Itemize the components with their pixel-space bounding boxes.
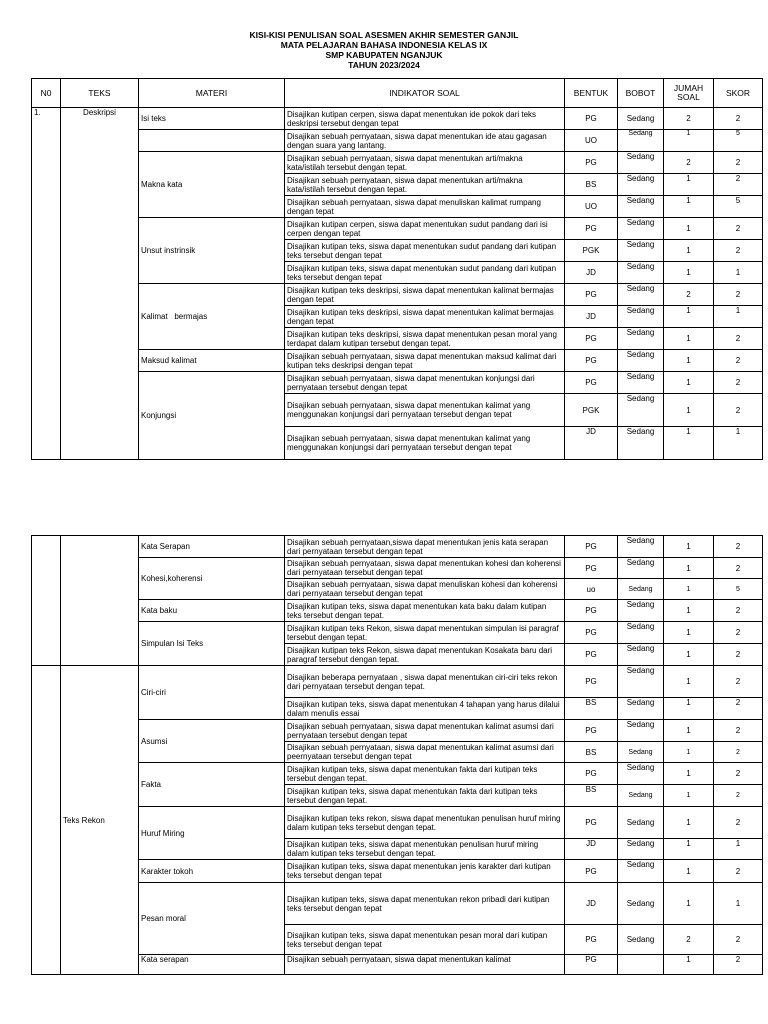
- jumlah-cell: 1: [664, 196, 714, 218]
- materi-cell: Ciri-ciri: [139, 666, 285, 720]
- skor-cell: 2: [714, 925, 763, 955]
- jumlah-cell: 1: [664, 600, 714, 622]
- table-row: [32, 600, 763, 622]
- bentuk-cell: PG: [565, 666, 618, 698]
- title-line-4: TAHUN 2023/2024: [348, 60, 420, 70]
- materi-cell: Isi teks: [139, 108, 285, 130]
- skor-cell: 5: [714, 130, 763, 152]
- skor-cell: 2: [714, 720, 763, 742]
- skor-cell: 1: [714, 427, 763, 460]
- document-title: [0, 30, 768, 70]
- skor-cell: 2: [714, 955, 763, 975]
- header-skor: SKOR: [714, 79, 763, 108]
- bobot-cell: Sedang: [618, 763, 664, 785]
- jumlah-cell: 1: [664, 860, 714, 883]
- jumlah-cell: 1: [664, 372, 714, 394]
- bentuk-cell: PG: [565, 152, 618, 174]
- jumlah-cell: 1: [664, 883, 714, 925]
- materi-cell: Pesan moral: [139, 883, 285, 955]
- table-row: [32, 536, 763, 558]
- table-row: [32, 130, 763, 152]
- bobot-cell: Sedang: [618, 622, 664, 644]
- bentuk-cell: PG: [565, 644, 618, 666]
- bentuk-cell: PGK: [565, 394, 618, 427]
- jumlah-cell: 1: [664, 666, 714, 698]
- jumlah-cell: 1: [664, 394, 714, 427]
- skor-cell: 2: [714, 394, 763, 427]
- bentuk-cell: JD: [565, 262, 618, 284]
- table-row: [32, 108, 763, 130]
- skor-cell: 2: [714, 698, 763, 720]
- bentuk-cell: PG: [565, 925, 618, 955]
- indikator-cell: Disajikan kutipan teks deskripsi, siswa dapat menentukan kalimat bermajas dengan tepat: [285, 306, 565, 328]
- indikator-cell: Disajikan sebuah pernyataan, siswa dapat menentukan arti/makna kata/istilah tersebut dengan tepat.: [285, 152, 565, 174]
- indikator-cell: Disajikan kutipan teks, siswa dapat menentukan sudut pandang dari kutipan teks tersebut dengan tepat: [285, 240, 565, 262]
- bentuk-cell: uo: [565, 579, 618, 600]
- jumlah-cell: 1: [664, 698, 714, 720]
- indikator-cell: Disajikan sebuah pernyataan, siswa dapat menentukan arti/makna kata/istilah tersebut dengan tepat.: [285, 174, 565, 196]
- title-line-3: SMP KABUPATEN NGANJUK: [325, 50, 443, 60]
- indikator-cell: Disajikan kutipan teks, siswa dapat menentukan pesan moral dari kutipan teks tersebut dengan tepat: [285, 925, 565, 955]
- skor-cell: 2: [714, 328, 763, 350]
- title-line-2: MATA PELAJARAN BAHASA INDONESIA KELAS IX: [280, 40, 488, 50]
- table-row: [32, 720, 763, 742]
- bobot-cell: Sedang: [618, 108, 664, 130]
- bentuk-cell: PG: [565, 600, 618, 622]
- teks-cell-empty: [61, 536, 139, 666]
- jumlah-cell: 1: [664, 622, 714, 644]
- header-no: N0: [32, 79, 61, 108]
- jumlah-cell: 1: [664, 130, 714, 152]
- skor-cell: 2: [714, 763, 763, 785]
- bobot-cell: Sedang: [618, 883, 664, 925]
- jumlah-cell: 2: [664, 152, 714, 174]
- bobot-cell: Sedang: [618, 785, 664, 807]
- indikator-cell: Disajikan sebuah pernyataan,siswa dapat menentukan jenis kata serapan dari pernyataan tersebut dengan tepat: [285, 536, 565, 558]
- indikator-cell: Disajikan kutipan teks, siswa dapat menentukan fakta dari kutipan teks tersebut dengan tepat.: [285, 763, 565, 785]
- bobot-cell: Sedang: [618, 666, 664, 698]
- jumlah-cell: 1: [664, 536, 714, 558]
- header-teks: TEKS: [61, 79, 139, 108]
- bobot-cell: Sedang: [618, 218, 664, 240]
- materi-cell: Makna kata: [139, 152, 285, 218]
- skor-cell: 1: [714, 883, 763, 925]
- bentuk-cell: PG: [565, 720, 618, 742]
- indikator-cell: Disajikan kutipan teks Rekon, siswa dapat menentukan simpulan isi paragraf tersebut dengan tepat.: [285, 622, 565, 644]
- indikator-cell: Disajikan kutipan teks rekon, siswa dapat menentukan penulisan huruf miring dalam kutipan teks tersebut dengan tepat.: [285, 807, 565, 839]
- bobot-cell: Sedang: [618, 262, 664, 284]
- bobot-cell: Sedang: [618, 240, 664, 262]
- table-row: [32, 622, 763, 644]
- bobot-cell: Sedang: [618, 196, 664, 218]
- bobot-cell: [618, 955, 664, 975]
- jumlah-cell: 1: [664, 306, 714, 328]
- bobot-cell: Sedang: [618, 372, 664, 394]
- table-row: [32, 152, 763, 174]
- skor-cell: 2: [714, 108, 763, 130]
- materi-cell: Karakter tokoh: [139, 860, 285, 883]
- bentuk-cell: BS: [565, 174, 618, 196]
- title-line-1: KISI-KISI PENULISAN SOAL ASESMEN AKHIR SEMESTER GANJIL: [249, 30, 519, 40]
- table-row: [32, 218, 763, 240]
- bentuk-cell: PGK: [565, 240, 618, 262]
- table-row: [32, 763, 763, 785]
- materi-cell: Unsut instrinsik: [139, 218, 285, 284]
- jumlah-cell: 1: [664, 763, 714, 785]
- bobot-cell: Sedang: [618, 174, 664, 196]
- skor-cell: 2: [714, 742, 763, 763]
- skor-cell: 2: [714, 644, 763, 666]
- jumlah-cell: 1: [664, 328, 714, 350]
- indikator-cell: Disajikan kutipan teks deskripsi, siswa dapat menentukan pesan moral yang terdapat dalam kutipan tersebut dengan tepat.: [285, 328, 565, 350]
- materi-cell: Kata baku: [139, 600, 285, 622]
- materi-cell: Huruf Miring: [139, 807, 285, 860]
- skor-cell: 1: [714, 306, 763, 328]
- bentuk-cell: UO: [565, 130, 618, 152]
- skor-cell: 2: [714, 666, 763, 698]
- bobot-cell: Sedang: [618, 925, 664, 955]
- bentuk-cell: PG: [565, 558, 618, 579]
- jumlah-cell: 1: [664, 240, 714, 262]
- indikator-cell: Disajikan sebuah pernyataan, siswa dapat menentukan ide atau gagasan dengan suara yang lantang.: [285, 130, 565, 152]
- jumlah-cell: 1: [664, 644, 714, 666]
- bentuk-cell: JD: [565, 427, 618, 460]
- indikator-cell: Disajikan kutipan teks, siswa dapat menentukan 4 tahapan yang harus dilalui dalam menulis essai: [285, 698, 565, 720]
- skor-cell: 1: [714, 839, 763, 860]
- bentuk-cell: UO: [565, 196, 618, 218]
- header-bentuk: BENTUK: [565, 79, 618, 108]
- indikator-cell: Disajikan kutipan teks, siswa dapat menentukan fakta dari kutipan teks tersebut dengan tepat.: [285, 785, 565, 807]
- skor-cell: 2: [714, 284, 763, 306]
- skor-cell: 5: [714, 196, 763, 218]
- materi-cell: Fakta: [139, 763, 285, 807]
- indikator-cell: Disajikan kutipan teks, siswa dapat menentukan rekon pribadi dari kutipan teks tersebut dengan tepat: [285, 883, 565, 925]
- header-indikator: INDIKATOR SOAL: [285, 79, 565, 108]
- materi-cell: Kata serapan: [139, 955, 285, 975]
- bobot-cell: Sedang: [618, 394, 664, 427]
- indikator-cell: Disajikan kutipan teks, siswa dapat menentukan sudut pandang dari kutipan teks tersebut dengan tepat: [285, 262, 565, 284]
- header-jumlah-soal: JUMAH SOAL: [664, 79, 714, 108]
- indikator-cell: Disajikan sebuah pernyataan, siswa dapat menentukan kalimat asumsi dari pernyataan tersebut dengan tepat: [285, 720, 565, 742]
- table-row: [32, 284, 763, 306]
- no-cell-empty: [32, 536, 61, 666]
- bentuk-cell: PG: [565, 536, 618, 558]
- skor-cell: 2: [714, 785, 763, 807]
- skor-cell: 2: [714, 350, 763, 372]
- bentuk-cell: PG: [565, 108, 618, 130]
- bobot-cell: Sedang: [618, 284, 664, 306]
- indikator-cell: Disajikan kutipan teks Rekon, siswa dapat menentukan Kosakata baru dari paragraf tersebut dengan tepat.: [285, 644, 565, 666]
- indikator-cell: Disajikan sebuah pernyataan, siswa dapat menentukan konjungsi dari pernyataan tersebut dengan tepat: [285, 372, 565, 394]
- kisi-kisi-table-page-2: [31, 535, 763, 975]
- bobot-cell: Sedang: [618, 427, 664, 460]
- indikator-cell: Disajikan kutipan teks, siswa dapat menentukan penulisan huruf miring dalam kutipan teks tersebut dengan tepat.: [285, 839, 565, 860]
- bentuk-cell: PG: [565, 328, 618, 350]
- skor-cell: 5: [714, 579, 763, 600]
- bentuk-cell: BS: [565, 785, 618, 807]
- jumlah-cell: 1: [664, 742, 714, 763]
- materi-cell: [139, 130, 285, 152]
- bentuk-cell: JD: [565, 883, 618, 925]
- indikator-cell: Disajikan sebuah pernyataan, siswa dapat menentukan kalimat yang menggunakan konjungsi dari pernyataan tersebut dengan tepat: [285, 427, 565, 460]
- bentuk-cell: PG: [565, 284, 618, 306]
- bobot-cell: Sedang: [618, 152, 664, 174]
- table-row: [32, 807, 763, 839]
- indikator-cell: Disajikan sebuah pernyataan, siswa dapat menentukan kohesi dan koherensi dari pernyataan tersebut dengan tepat: [285, 558, 565, 579]
- skor-cell: 2: [714, 622, 763, 644]
- bobot-cell: Sedang: [618, 644, 664, 666]
- bentuk-cell: BS: [565, 742, 618, 763]
- indikator-cell: Disajikan sebuah pernyataan, siswa dapat menentukan maksud kalimat dari kutipan teks deskripsi dengan tepat: [285, 350, 565, 372]
- indikator-cell: Disajikan sebuah pernyataan, siswa dapat menentukan kalimat yang menggunakan konjungsi dari pernyataan tersebut dengan tepat: [285, 394, 565, 427]
- jumlah-cell: 1: [664, 262, 714, 284]
- indikator-cell: Disajikan kutipan cerpen, siswa dapat menentukan sudut pandang dari isi cerpen dengan tepat: [285, 218, 565, 240]
- bobot-cell: Sedang: [618, 536, 664, 558]
- header-row: [32, 79, 763, 108]
- no-cell-empty: [32, 666, 61, 975]
- jumlah-cell: 1: [664, 955, 714, 975]
- kisi-kisi-table-page-1: [31, 78, 763, 460]
- jumlah-cell: 1: [664, 350, 714, 372]
- skor-cell: 2: [714, 240, 763, 262]
- materi-cell: Maksud kalimat: [139, 350, 285, 372]
- table-row: [32, 883, 763, 925]
- jumlah-cell: 1: [664, 579, 714, 600]
- materi-cell: Konjungsi: [139, 372, 285, 460]
- bobot-cell: Sedang: [618, 328, 664, 350]
- jumlah-cell: 2: [664, 284, 714, 306]
- skor-cell: 2: [714, 807, 763, 839]
- bobot-cell: Sedang: [618, 600, 664, 622]
- row-number: 1.: [32, 108, 61, 460]
- table-row: [32, 350, 763, 372]
- skor-cell: 2: [714, 218, 763, 240]
- materi-cell: Asumsi: [139, 720, 285, 763]
- jumlah-cell: 1: [664, 218, 714, 240]
- skor-cell: 2: [714, 860, 763, 883]
- indikator-cell: Disajikan sebuah pernyataan, siswa dapat menentukan kalimat asumsi dari peernyataan tersebut dengan tepat: [285, 742, 565, 763]
- jumlah-cell: 1: [664, 558, 714, 579]
- skor-cell: 2: [714, 600, 763, 622]
- jumlah-cell: 2: [664, 108, 714, 130]
- bentuk-cell: PG: [565, 622, 618, 644]
- bobot-cell: Sedang: [618, 130, 664, 152]
- indikator-cell: Disajikan sebuah pernyataan, siswa dapat menuliskan kohesi dan koherensi dari pernyataan tersebut dengan tepat: [285, 579, 565, 600]
- bentuk-cell: PG: [565, 350, 618, 372]
- indikator-cell: Disajikan kutipan cerpen, siswa dapat menentukan ide pokok dari teks deskripsi tersebut dengan tepat: [285, 108, 565, 130]
- indikator-cell: Disajikan beberapa pernyataan , siswa dapat menentukan ciri-ciri teks rekon dari pernyataan tersebut dengan tepat.: [285, 666, 565, 698]
- materi-cell: Simpulan Isi Teks: [139, 622, 285, 666]
- bentuk-cell: PG: [565, 763, 618, 785]
- bobot-cell: Sedang: [618, 698, 664, 720]
- skor-cell: 2: [714, 536, 763, 558]
- bobot-cell: Sedang: [618, 807, 664, 839]
- bentuk-cell: JD: [565, 839, 618, 860]
- indikator-cell: Disajikan kutipan teks deskripsi, siswa dapat menentukan kalimat bermajas dengan tepat: [285, 284, 565, 306]
- materi-cell: Kata Serapan: [139, 536, 285, 558]
- skor-cell: 1: [714, 262, 763, 284]
- table-row: [32, 955, 763, 975]
- bobot-cell: Sedang: [618, 860, 664, 883]
- bentuk-cell: PG: [565, 372, 618, 394]
- bobot-cell: Sedang: [618, 558, 664, 579]
- table-row: [32, 372, 763, 394]
- skor-cell: 2: [714, 372, 763, 394]
- header-materi: MATERI: [139, 79, 285, 108]
- bobot-cell: Sedang: [618, 306, 664, 328]
- indikator-cell: Disajikan kutipan teks, siswa dapat menentukan kata baku dalam kutipan teks tersebut dengan tepat.: [285, 600, 565, 622]
- teks-rekon: Teks Rekon: [61, 666, 139, 975]
- bobot-cell: Sedang: [618, 839, 664, 860]
- bentuk-cell: JD: [565, 306, 618, 328]
- jumlah-cell: 1: [664, 427, 714, 460]
- jumlah-cell: 1: [664, 839, 714, 860]
- materi-cell: Kalimat bermajas: [139, 284, 285, 350]
- indikator-cell: Disajikan kutipan teks, siswa dapat menentukan jenis karakter dari kutipan teks tersebut dengan tepat: [285, 860, 565, 883]
- skor-cell: 2: [714, 174, 763, 196]
- skor-cell: 2: [714, 558, 763, 579]
- table-row: [32, 558, 763, 579]
- jumlah-cell: 1: [664, 807, 714, 839]
- bobot-cell: Sedang: [618, 720, 664, 742]
- bobot-cell: Sedang: [618, 742, 664, 763]
- materi-cell: Kohesi,koherensi: [139, 558, 285, 600]
- teks-deskripsi: Deskripsi: [61, 108, 139, 460]
- bentuk-cell: PG: [565, 955, 618, 975]
- table-row: [32, 666, 763, 698]
- indikator-cell: Disajikan sebuah pernyataan, siswa dapat menentukan kalimat: [285, 955, 565, 975]
- bentuk-cell: PG: [565, 860, 618, 883]
- bobot-cell: Sedang: [618, 350, 664, 372]
- indikator-cell: Disajikan sebuah pernyataan, siswa dapat menuliskan kalimat rumpang dengan tepat: [285, 196, 565, 218]
- skor-cell: 2: [714, 152, 763, 174]
- jumlah-cell: 2: [664, 925, 714, 955]
- bentuk-cell: BS: [565, 698, 618, 720]
- jumlah-cell: 1: [664, 785, 714, 807]
- header-bobot: BOBOT: [618, 79, 664, 108]
- jumlah-cell: 1: [664, 720, 714, 742]
- bentuk-cell: PG: [565, 807, 618, 839]
- jumlah-cell: 1: [664, 174, 714, 196]
- bentuk-cell: PG: [565, 218, 618, 240]
- bobot-cell: Sedang: [618, 579, 664, 600]
- table-row: [32, 860, 763, 883]
